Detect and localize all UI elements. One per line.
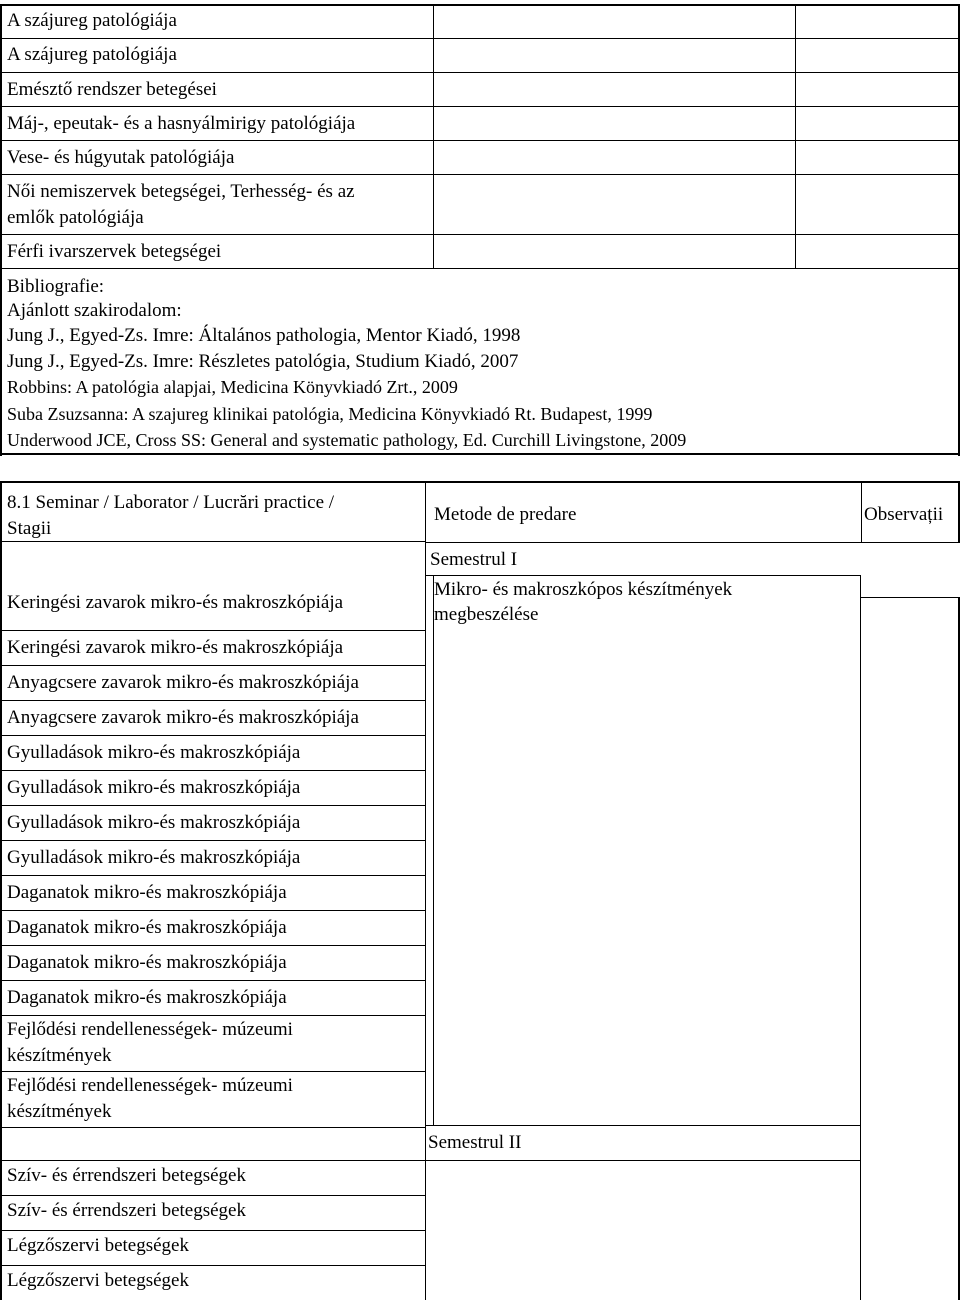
seminar-row-cont: készítmények bbox=[7, 1045, 112, 1066]
seminar-row: Légzőszervi betegségek bbox=[7, 1235, 189, 1256]
topic-row: Emésztő rendszer betegései bbox=[7, 79, 217, 100]
bibliography-item: Robbins: A patológia alapjai, Medicina Könyvkiadó Zrt., 2009 bbox=[7, 377, 458, 397]
seminar-row: Szív- és érrendszeri betegségek bbox=[7, 1200, 246, 1221]
topic-row: A szájureg patológiája bbox=[7, 44, 177, 65]
seminar-row: Gyulladások mikro-és makroszkópiája bbox=[7, 812, 301, 833]
topic-row: Női nemiszervek betegségei, Terhesség- és az bbox=[7, 181, 355, 202]
seminar-row: Anyagcsere zavarok mikro-és makroszkópiája bbox=[7, 707, 359, 728]
observations-header: Observații bbox=[864, 504, 944, 525]
seminar-header-title: 8.1 Seminar / Laborator / Lucrări practice / bbox=[7, 492, 335, 513]
seminar-row: Daganatok mikro-és makroszkópiája bbox=[7, 987, 287, 1008]
topic-row-cont: emlők patológiája bbox=[7, 207, 144, 228]
topic-row: Vese- és húgyutak patológiája bbox=[7, 147, 235, 168]
seminar-row: Gyulladások mikro-és makroszkópiája bbox=[7, 847, 301, 868]
teaching-method: Mikro- és makroszkópos készítmények bbox=[434, 579, 733, 600]
bibliography-subheading: Ajánlott szakirodalom: bbox=[7, 300, 182, 321]
bibliography-item: Underwood JCE, Cross SS: General and systematic pathology, Ed. Curchill Livingstone, 2009 bbox=[7, 430, 687, 450]
seminar-row: Fejlődési rendellenességek- múzeumi bbox=[7, 1075, 293, 1096]
seminar-row: Gyulladások mikro-és makroszkópiája bbox=[7, 777, 301, 798]
seminar-header-title-cont: Stagii bbox=[7, 518, 52, 539]
seminar-row: Anyagcsere zavarok mikro-és makroszkópiája bbox=[7, 672, 359, 693]
topic-row: Férfi ivarszervek betegségei bbox=[7, 241, 222, 262]
seminar-row-cont: készítmények bbox=[7, 1101, 112, 1122]
seminar-row: Légzőszervi betegségek bbox=[7, 1270, 189, 1291]
topic-row: A szájureg patológiája bbox=[7, 10, 177, 31]
seminar-row: Gyulladások mikro-és makroszkópiája bbox=[7, 742, 301, 763]
seminar-row: Fejlődési rendellenességek- múzeumi bbox=[7, 1019, 293, 1040]
seminar-row: Daganatok mikro-és makroszkópiája bbox=[7, 952, 287, 973]
semester-2-label: Semestrul II bbox=[428, 1132, 522, 1153]
bibliography-item: Jung J., Egyed-Zs. Imre: Részletes patológia, Studium Kiadó, 2007 bbox=[7, 351, 519, 372]
teaching-method-cont: megbeszélése bbox=[434, 604, 539, 625]
bibliography-heading: Bibliografie: bbox=[7, 276, 105, 297]
seminar-row: Daganatok mikro-és makroszkópiája bbox=[7, 882, 287, 903]
seminar-row: Keringési zavarok mikro-és makroszkópiája bbox=[7, 637, 344, 658]
seminar-row: Szív- és érrendszeri betegségek bbox=[7, 1165, 246, 1186]
bibliography-item: Suba Zsuzsanna: A szajureg klinikai patológia, Medicina Könyvkiadó Rt. Budapest, 1999 bbox=[7, 404, 653, 424]
teaching-methods-header: Metode de predare bbox=[434, 504, 577, 525]
seminar-row: Keringési zavarok mikro-és makroszkópiája bbox=[7, 592, 344, 613]
bibliography-item: Jung J., Egyed-Zs. Imre: Általános pathologia, Mentor Kiadó, 1998 bbox=[7, 325, 521, 346]
topic-row: Máj-, epeutak- és a hasnyálmirigy patológiája bbox=[7, 113, 356, 134]
seminar-row: Daganatok mikro-és makroszkópiája bbox=[7, 917, 287, 938]
semester-1-label: Semestrul I bbox=[430, 549, 518, 570]
